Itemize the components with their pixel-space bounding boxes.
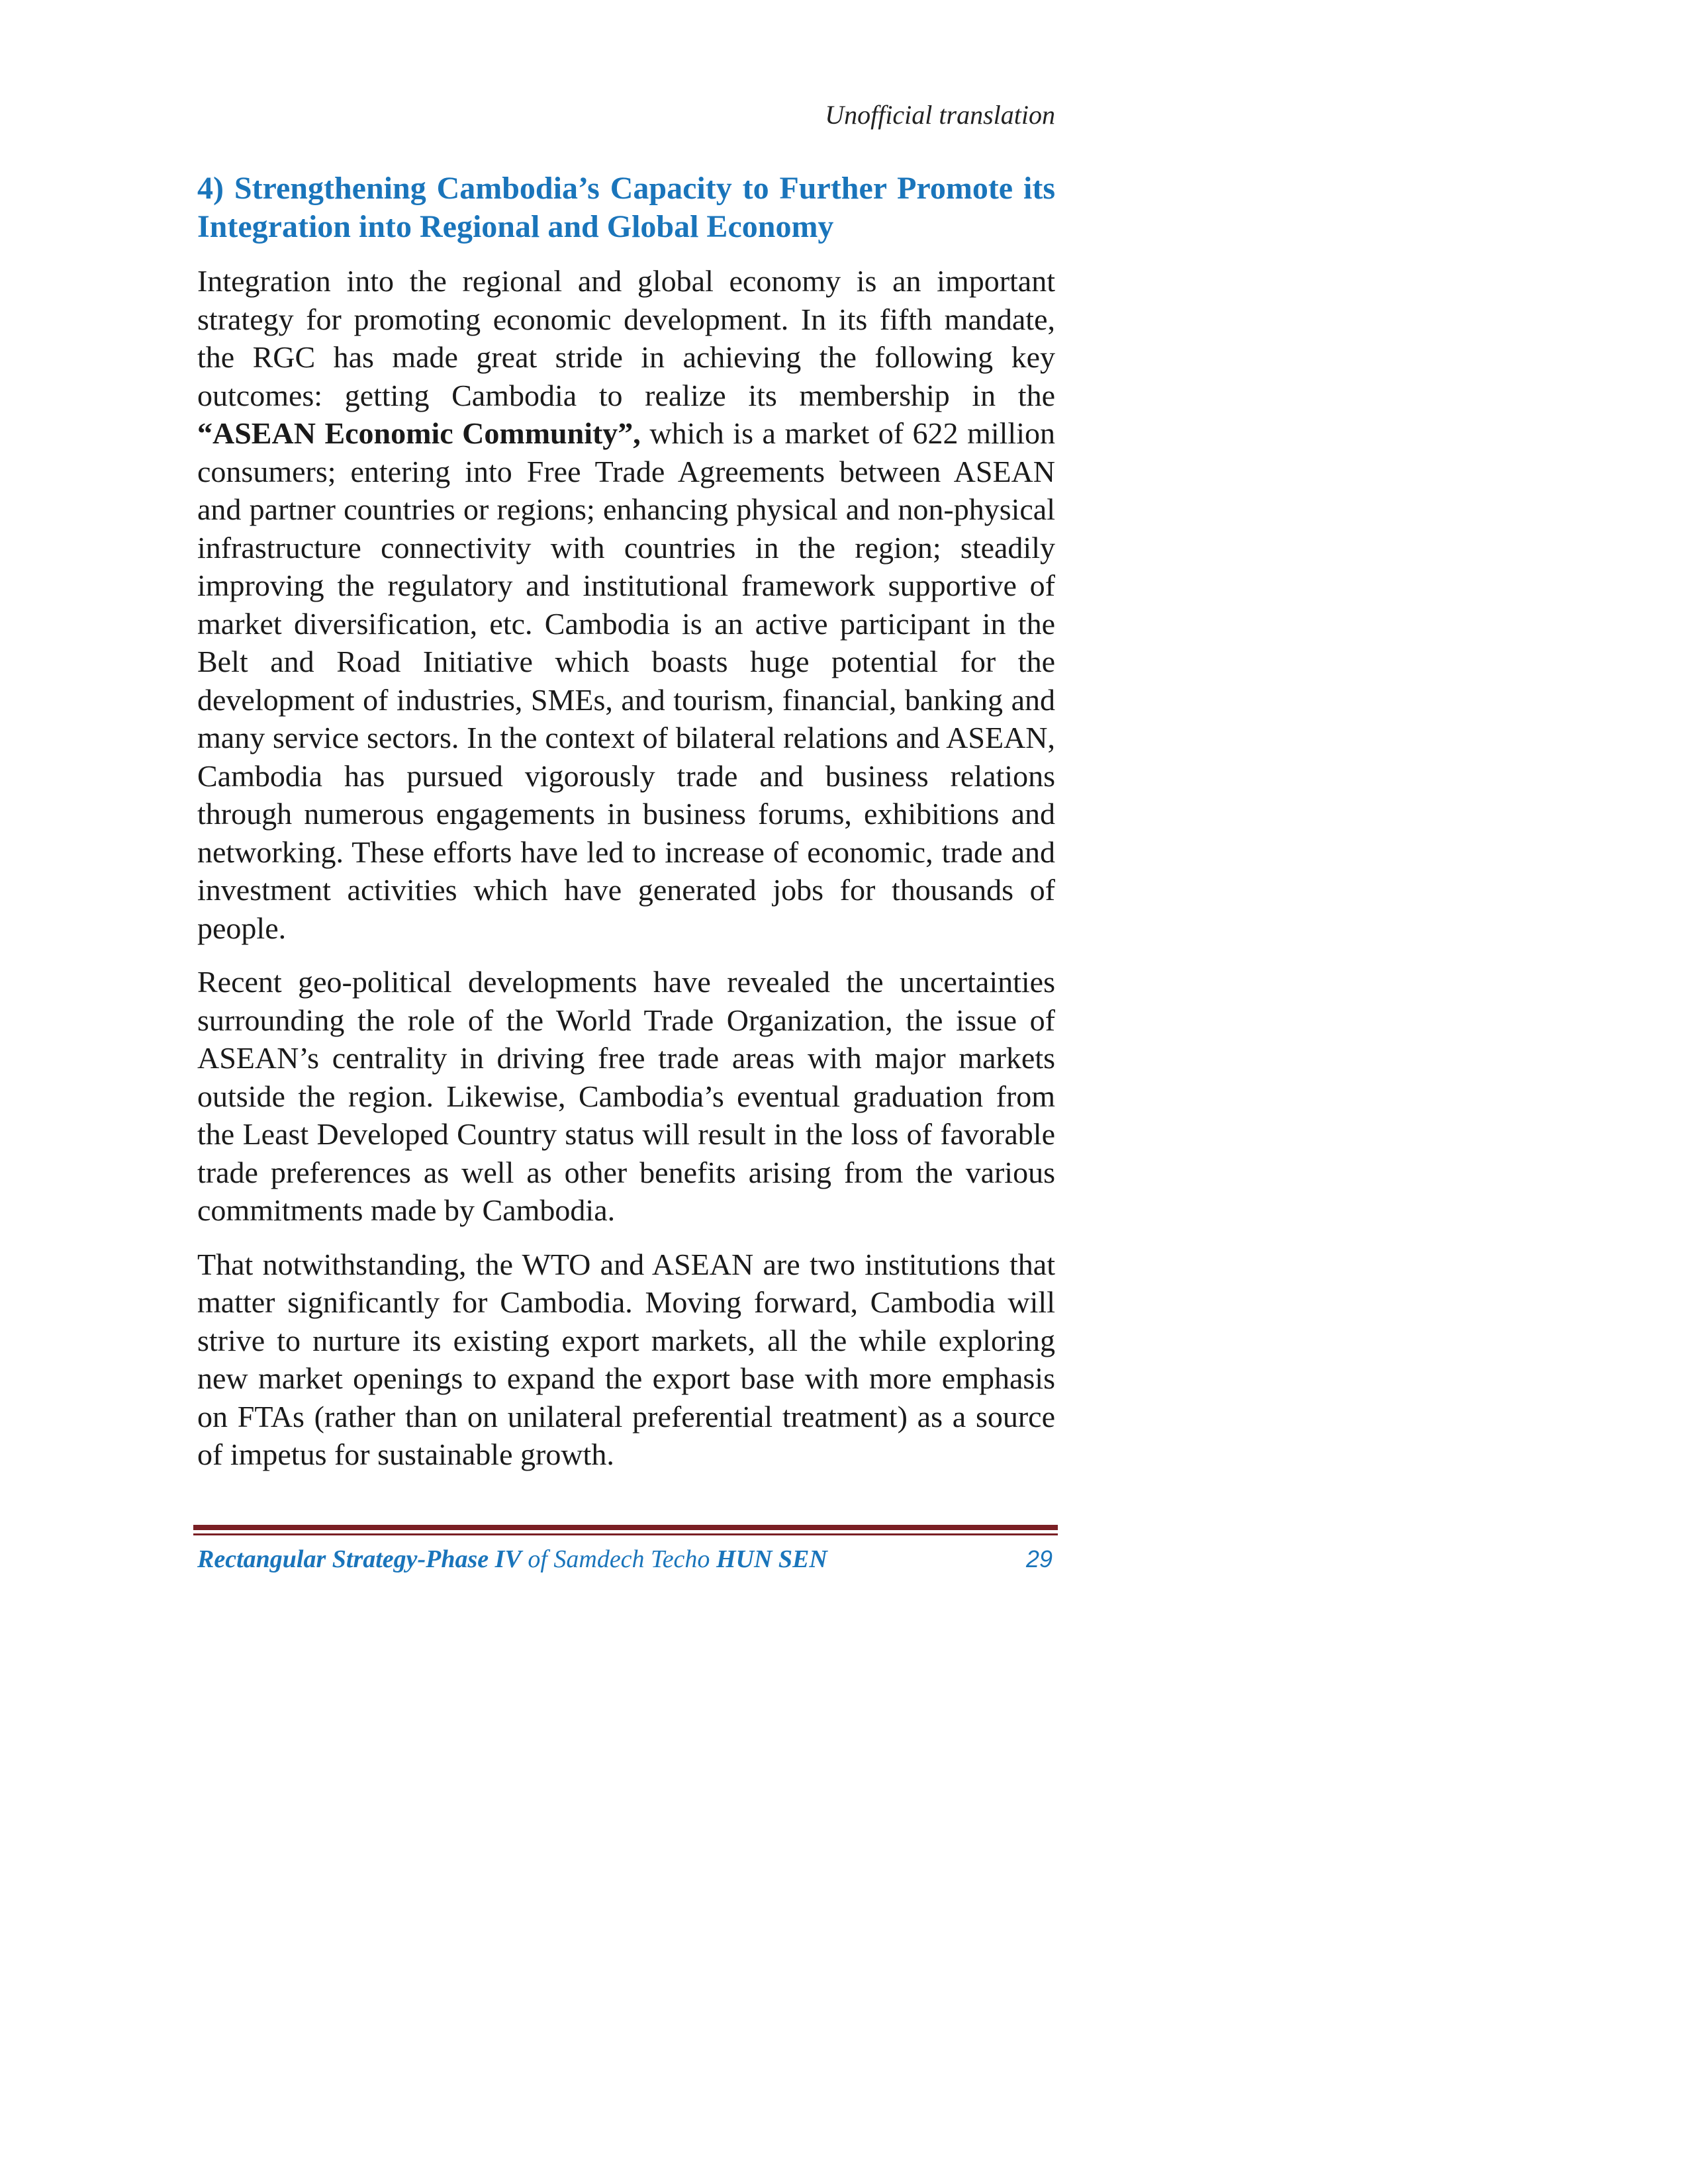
paragraph-1-text-start: Integration into the regional and global economy is an important strategy for promoting economic development. In its fifth mandate, the RGC has made great stride in achieving the following key outcomes: getting Cambodia to realize its membership in the — [197, 264, 1055, 412]
page-footer — [197, 1542, 1055, 1576]
asean-economic-community-term: “ASEAN Economic Community”, — [197, 416, 641, 450]
running-header: Unofficial translation — [825, 100, 1055, 130]
footer-title — [197, 1542, 827, 1576]
footer-divider — [193, 1525, 1058, 1535]
page-number: 29 — [1025, 1545, 1053, 1572]
footer-title-connector: of Samdech Techo — [521, 1545, 716, 1573]
paragraph-1-text-end: which is a market of 622 million consumers; entering into Free Trade Agreements between ASEAN and partner countries or regions; enhancing physical and non-physical infrastructure connectivity with countries in the region; steadily improving the regulatory and institutional framework supportive of market diversification, etc. Cambodia is an active participant in the Belt and Road Initiative which boasts huge potential for the development of industries, SMEs, and tourism, financial, banking and many service sectors. In the context of bilateral relations and ASEAN, Cambodia has pursued vigorously trade and business relations through numerous engagements in business forums, exhibitions and networking. These efforts have led to increase of economic, trade and investment activities which have generated jobs for thousands of people. — [197, 416, 1055, 945]
page-body — [197, 169, 1055, 1490]
paragraph-1 — [197, 262, 1055, 947]
paragraph-2: Recent geo-political developments have revealed the uncertainties surrounding the role of the World Trade Organization, the issue of ASEAN’s centrality in driving free trade areas with major markets outside the region. Likewise, Cambodia’s eventual graduation from the Least Developed Country status will result in the loss of favorable trade preferences as well as other benefits arising from the various commitments made by Cambodia. — [197, 965, 1055, 1227]
footer-rule-thin — [193, 1533, 1058, 1535]
section-heading: 4) Strengthening Cambodia’s Capacity to Further Promote its Integration into Regional and Global Economy — [197, 171, 1055, 244]
footer-title-name: HUN SEN — [716, 1545, 827, 1573]
paragraph-3: That notwithstanding, the WTO and ASEAN are two institutions that matter significantly for Cambodia. Moving forward, Cambodia will strive to nurture its existing export markets, all the while exploring new market openings to expand the export base with more emphasis on FTAs (rather than on unilateral preferential treatment) as a source of impetus for sustainable growth. — [197, 1247, 1055, 1471]
footer-title-strategy: Rectangular Strategy-Phase IV — [197, 1545, 522, 1573]
footer-rule-thick — [193, 1525, 1058, 1530]
